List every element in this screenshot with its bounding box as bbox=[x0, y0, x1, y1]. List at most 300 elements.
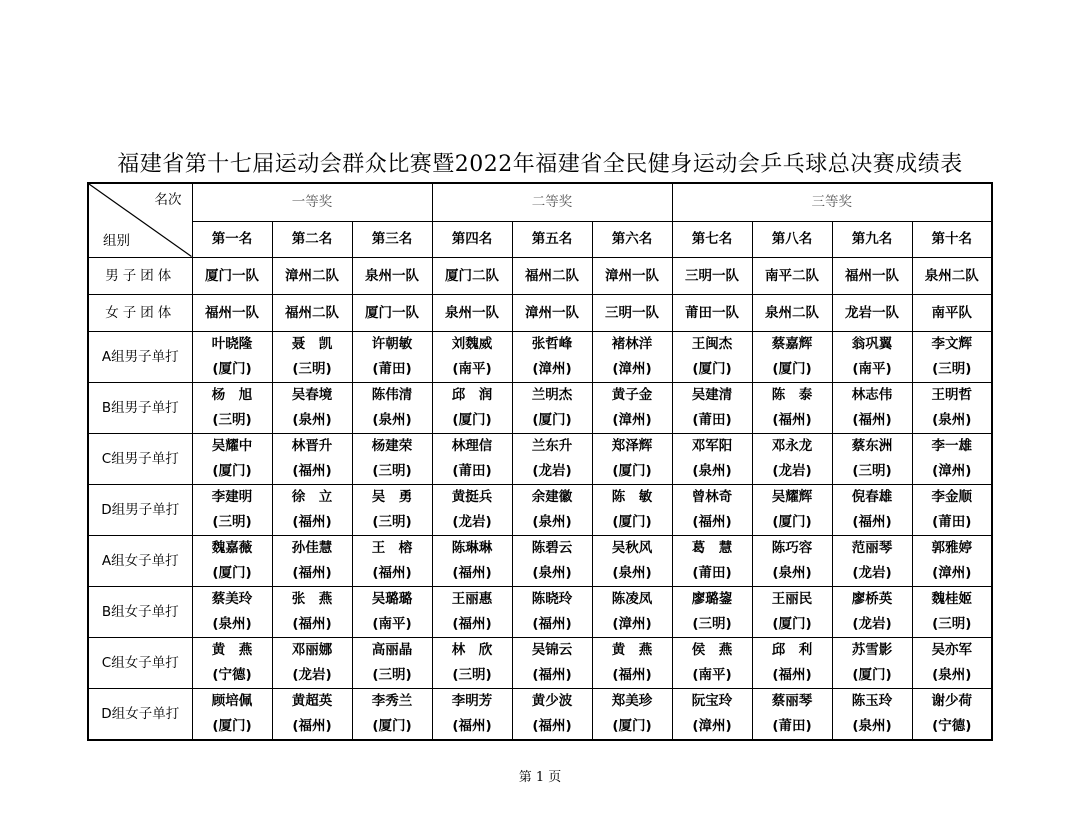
player-city: (泉州) bbox=[932, 666, 972, 683]
player-name: 廖桥英 bbox=[851, 590, 893, 607]
player-result-cell bbox=[832, 433, 912, 484]
player-name: 杨 旭 bbox=[211, 386, 253, 403]
player-name: 李明芳 bbox=[451, 692, 493, 709]
player-city: (龙岩) bbox=[772, 462, 812, 479]
player-name: 陈凌凤 bbox=[611, 590, 653, 607]
player-result-cell bbox=[192, 484, 272, 535]
player-result-cell bbox=[432, 637, 512, 688]
team-result-cell: 三明一队 bbox=[672, 257, 752, 294]
player-city: (福州) bbox=[452, 564, 492, 581]
player-city: (厦门) bbox=[772, 513, 812, 530]
player-name: 吴 勇 bbox=[371, 488, 413, 505]
player-result-cell bbox=[592, 331, 672, 382]
singles-row bbox=[88, 688, 992, 740]
player-result-cell bbox=[272, 637, 352, 688]
group-label: C组女子单打 bbox=[88, 637, 192, 688]
player-city: (三明) bbox=[372, 513, 412, 530]
player-city: (厦门) bbox=[772, 615, 812, 632]
player-result-cell bbox=[752, 382, 832, 433]
page-title: 福建省第十七届运动会群众比赛暨2022年福建省全民健身运动会乒乓球总决赛成绩表 bbox=[117, 152, 963, 177]
player-name: 范丽琴 bbox=[851, 539, 893, 556]
player-name: 林理信 bbox=[451, 437, 493, 454]
player-city: (福州) bbox=[452, 717, 492, 734]
player-result-cell bbox=[912, 382, 992, 433]
player-city: (三明) bbox=[932, 615, 972, 632]
player-city: (福州) bbox=[532, 717, 572, 734]
player-result-cell bbox=[432, 688, 512, 740]
player-name: 陈晓玲 bbox=[531, 590, 573, 607]
player-result-cell bbox=[272, 484, 352, 535]
player-name: 吴璐璐 bbox=[371, 590, 413, 607]
player-result-cell bbox=[352, 688, 432, 740]
player-result-cell bbox=[912, 637, 992, 688]
team-result-cell: 厦门一队 bbox=[192, 257, 272, 294]
player-city: (厦门) bbox=[212, 462, 252, 479]
player-result-cell bbox=[752, 586, 832, 637]
player-result-cell bbox=[352, 535, 432, 586]
player-city: (福州) bbox=[292, 564, 332, 581]
group-label: A组男子单打 bbox=[88, 331, 192, 382]
player-name: 黄 燕 bbox=[611, 641, 653, 658]
player-result-cell bbox=[832, 331, 912, 382]
player-name: 李一雄 bbox=[931, 437, 973, 454]
player-city: (福州) bbox=[532, 666, 572, 683]
team-result-cell: 泉州一队 bbox=[432, 294, 512, 331]
team-result-cell: 漳州一队 bbox=[512, 294, 592, 331]
player-name: 魏嘉薇 bbox=[211, 539, 253, 556]
player-name: 叶晓隆 bbox=[211, 335, 253, 352]
rank-header-cell: 第二名 bbox=[272, 221, 352, 257]
group-label: B组女子单打 bbox=[88, 586, 192, 637]
player-name: 吴耀辉 bbox=[771, 488, 813, 505]
player-city: (厦门) bbox=[612, 513, 652, 530]
player-name: 蔡东洲 bbox=[851, 437, 893, 454]
player-result-cell bbox=[592, 484, 672, 535]
player-result-cell bbox=[592, 535, 672, 586]
player-city: (三明) bbox=[692, 615, 732, 632]
player-city: (厦门) bbox=[212, 360, 252, 377]
player-name: 刘魏威 bbox=[451, 335, 493, 352]
rank-header-cell: 第四名 bbox=[432, 221, 512, 257]
singles-row bbox=[88, 535, 992, 586]
player-result-cell bbox=[592, 433, 672, 484]
team-result-cell: 南平二队 bbox=[752, 257, 832, 294]
player-city: (泉州) bbox=[612, 564, 652, 581]
player-result-cell bbox=[912, 331, 992, 382]
player-result-cell bbox=[752, 637, 832, 688]
player-city: (龙岩) bbox=[532, 462, 572, 479]
player-result-cell bbox=[752, 688, 832, 740]
player-city: (漳州) bbox=[612, 411, 652, 428]
player-city: (莆田) bbox=[372, 360, 412, 377]
player-name: 陈巧容 bbox=[771, 539, 813, 556]
player-result-cell bbox=[592, 637, 672, 688]
player-city: (龙岩) bbox=[292, 666, 332, 683]
player-result-cell bbox=[912, 484, 992, 535]
player-name: 杨建荣 bbox=[371, 437, 413, 454]
player-name: 陈 敏 bbox=[611, 488, 653, 505]
player-name: 吴亦军 bbox=[931, 641, 973, 658]
player-city: (厦门) bbox=[612, 717, 652, 734]
player-result-cell bbox=[672, 586, 752, 637]
player-city: (泉州) bbox=[532, 564, 572, 581]
player-name: 黄超英 bbox=[291, 692, 333, 709]
player-city: (福州) bbox=[452, 615, 492, 632]
rank-header-cell: 第九名 bbox=[832, 221, 912, 257]
player-result-cell bbox=[432, 484, 512, 535]
player-city: (三明) bbox=[212, 411, 252, 428]
player-name: 郑美珍 bbox=[611, 692, 653, 709]
player-name: 陈琳琳 bbox=[451, 539, 493, 556]
player-name: 林 欣 bbox=[451, 641, 493, 658]
player-city: (泉州) bbox=[932, 411, 972, 428]
player-city: (泉州) bbox=[852, 717, 892, 734]
player-result-cell bbox=[432, 331, 512, 382]
player-name: 吴秋风 bbox=[611, 539, 653, 556]
player-city: (宁德) bbox=[932, 717, 972, 734]
player-city: (漳州) bbox=[932, 462, 972, 479]
corner-rank-label: 名次 bbox=[154, 192, 182, 208]
player-city: (三明) bbox=[372, 666, 412, 683]
player-city: (泉州) bbox=[692, 462, 732, 479]
player-result-cell bbox=[912, 535, 992, 586]
player-city: (福州) bbox=[532, 615, 572, 632]
team-result-cell: 福州一队 bbox=[832, 257, 912, 294]
player-name: 郭雅婷 bbox=[931, 539, 973, 556]
player-city: (三明) bbox=[452, 666, 492, 683]
player-name: 王丽惠 bbox=[451, 590, 493, 607]
player-city: (三明) bbox=[292, 360, 332, 377]
tier-first-prize: 一等奖 bbox=[192, 183, 432, 221]
player-city: (福州) bbox=[372, 564, 412, 581]
singles-row bbox=[88, 484, 992, 535]
team-result-cell: 福州一队 bbox=[192, 294, 272, 331]
player-name: 侯 燕 bbox=[691, 641, 733, 658]
player-city: (泉州) bbox=[772, 564, 812, 581]
rank-header-cell: 第五名 bbox=[512, 221, 592, 257]
player-result-cell bbox=[512, 637, 592, 688]
player-name: 邓永龙 bbox=[771, 437, 813, 454]
player-city: (泉州) bbox=[372, 411, 412, 428]
player-name: 李金顺 bbox=[931, 488, 973, 505]
player-result-cell bbox=[832, 484, 912, 535]
player-result-cell bbox=[352, 484, 432, 535]
player-result-cell bbox=[272, 586, 352, 637]
player-result-cell bbox=[192, 688, 272, 740]
player-name: 张哲峰 bbox=[531, 335, 573, 352]
player-name: 曾林奇 bbox=[691, 488, 733, 505]
player-name: 阮宝玲 bbox=[691, 692, 733, 709]
player-result-cell bbox=[352, 586, 432, 637]
player-city: (厦门) bbox=[852, 666, 892, 683]
rank-header-row bbox=[88, 221, 992, 257]
player-city: (泉州) bbox=[212, 615, 252, 632]
player-result-cell bbox=[832, 688, 912, 740]
player-result-cell bbox=[832, 637, 912, 688]
team-result-cell: 泉州二队 bbox=[912, 257, 992, 294]
player-result-cell bbox=[672, 331, 752, 382]
player-city: (福州) bbox=[852, 411, 892, 428]
player-name: 翁巩翼 bbox=[851, 335, 893, 352]
player-city: (莆田) bbox=[452, 462, 492, 479]
player-result-cell bbox=[592, 688, 672, 740]
player-city: (泉州) bbox=[532, 513, 572, 530]
rank-header-cell: 第八名 bbox=[752, 221, 832, 257]
player-name: 蔡嘉辉 bbox=[771, 335, 813, 352]
team-result-cell: 南平队 bbox=[912, 294, 992, 331]
player-result-cell bbox=[512, 331, 592, 382]
player-city: (泉州) bbox=[292, 411, 332, 428]
player-name: 顾培佩 bbox=[211, 692, 253, 709]
player-result-cell bbox=[192, 331, 272, 382]
player-name: 黄少波 bbox=[531, 692, 573, 709]
player-result-cell bbox=[752, 331, 832, 382]
player-city: (三明) bbox=[852, 462, 892, 479]
group-label: B组男子单打 bbox=[88, 382, 192, 433]
player-name: 邱 利 bbox=[771, 641, 813, 658]
player-city: (三明) bbox=[932, 360, 972, 377]
player-name: 李秀兰 bbox=[371, 692, 413, 709]
player-result-cell bbox=[592, 586, 672, 637]
player-city: (龙岩) bbox=[852, 615, 892, 632]
rank-header-cell: 第六名 bbox=[592, 221, 672, 257]
player-city: (福州) bbox=[772, 411, 812, 428]
player-city: (三明) bbox=[212, 513, 252, 530]
player-result-cell bbox=[672, 535, 752, 586]
player-result-cell bbox=[672, 433, 752, 484]
player-name: 吴耀中 bbox=[211, 437, 253, 454]
player-name: 孙佳慧 bbox=[291, 539, 333, 556]
player-name: 邓丽娜 bbox=[291, 641, 333, 658]
player-result-cell bbox=[272, 382, 352, 433]
player-result-cell bbox=[192, 535, 272, 586]
player-name: 魏桂姬 bbox=[931, 590, 973, 607]
group-label: D组男子单打 bbox=[88, 484, 192, 535]
player-name: 林志伟 bbox=[851, 386, 893, 403]
player-name: 郑泽辉 bbox=[611, 437, 653, 454]
player-result-cell bbox=[912, 586, 992, 637]
rank-header-cell: 第一名 bbox=[192, 221, 272, 257]
player-name: 吴春境 bbox=[291, 386, 333, 403]
player-city: (莆田) bbox=[692, 564, 732, 581]
player-name: 徐 立 bbox=[291, 488, 333, 505]
player-city: (莆田) bbox=[692, 411, 732, 428]
player-name: 李建明 bbox=[211, 488, 253, 505]
player-name: 廖璐鋆 bbox=[691, 590, 733, 607]
player-city: (宁德) bbox=[212, 666, 252, 683]
player-city: (福州) bbox=[772, 666, 812, 683]
player-result-cell bbox=[192, 382, 272, 433]
player-name: 黄挺兵 bbox=[451, 488, 493, 505]
team-result-cell: 三明一队 bbox=[592, 294, 672, 331]
player-name: 王明哲 bbox=[931, 386, 973, 403]
player-name: 王 榕 bbox=[371, 539, 413, 556]
player-name: 张 燕 bbox=[291, 590, 333, 607]
player-city: (福州) bbox=[692, 513, 732, 530]
player-name: 谢少荷 bbox=[931, 692, 973, 709]
player-result-cell bbox=[672, 382, 752, 433]
player-result-cell bbox=[352, 331, 432, 382]
player-result-cell bbox=[272, 331, 352, 382]
player-name: 蔡丽琴 bbox=[771, 692, 813, 709]
team-result-cell: 厦门一队 bbox=[352, 294, 432, 331]
player-city: (福州) bbox=[292, 717, 332, 734]
player-city: (漳州) bbox=[692, 717, 732, 734]
player-result-cell bbox=[432, 433, 512, 484]
team-row bbox=[88, 257, 992, 294]
player-result-cell bbox=[512, 586, 592, 637]
player-name: 王丽民 bbox=[771, 590, 813, 607]
player-result-cell bbox=[672, 484, 752, 535]
player-city: (厦门) bbox=[372, 717, 412, 734]
player-result-cell bbox=[272, 688, 352, 740]
player-result-cell bbox=[832, 586, 912, 637]
player-result-cell bbox=[512, 433, 592, 484]
team-result-cell: 龙岩一队 bbox=[832, 294, 912, 331]
player-result-cell bbox=[512, 688, 592, 740]
player-result-cell bbox=[352, 637, 432, 688]
player-name: 余建徽 bbox=[531, 488, 573, 505]
player-city: (福州) bbox=[852, 513, 892, 530]
player-city: (福州) bbox=[292, 513, 332, 530]
player-name: 李文辉 bbox=[931, 335, 973, 352]
tier-second-prize: 二等奖 bbox=[432, 183, 672, 221]
player-result-cell bbox=[192, 586, 272, 637]
player-name: 王闽杰 bbox=[691, 335, 733, 352]
player-name: 高丽晶 bbox=[371, 641, 413, 658]
player-city: (南平) bbox=[452, 360, 492, 377]
rank-header-cell: 第七名 bbox=[672, 221, 752, 257]
player-name: 吴建清 bbox=[691, 386, 733, 403]
team-result-cell: 福州二队 bbox=[512, 257, 592, 294]
tier-header-row bbox=[88, 183, 992, 221]
player-result-cell bbox=[512, 535, 592, 586]
player-city: (三明) bbox=[372, 462, 412, 479]
group-label: C组男子单打 bbox=[88, 433, 192, 484]
player-city: (南平) bbox=[692, 666, 732, 683]
player-result-cell bbox=[432, 535, 512, 586]
player-result-cell bbox=[432, 586, 512, 637]
player-city: (龙岩) bbox=[452, 513, 492, 530]
player-city: (莆田) bbox=[772, 717, 812, 734]
player-name: 黄 燕 bbox=[211, 641, 253, 658]
player-name: 蔡美玲 bbox=[211, 590, 253, 607]
player-name: 许朝敏 bbox=[371, 335, 413, 352]
player-name: 陈碧云 bbox=[531, 539, 573, 556]
tier-third-prize: 三等奖 bbox=[672, 183, 992, 221]
player-city: (漳州) bbox=[612, 360, 652, 377]
team-result-cell: 福州二队 bbox=[272, 294, 352, 331]
team-result-cell: 莆田一队 bbox=[672, 294, 752, 331]
player-result-cell bbox=[752, 535, 832, 586]
team-result-cell: 泉州一队 bbox=[352, 257, 432, 294]
player-name: 林晋升 bbox=[291, 437, 333, 454]
team-result-cell: 漳州一队 bbox=[592, 257, 672, 294]
player-name: 兰明杰 bbox=[531, 386, 573, 403]
player-name: 兰东升 bbox=[531, 437, 573, 454]
player-city: (南平) bbox=[852, 360, 892, 377]
player-result-cell bbox=[832, 535, 912, 586]
player-city: (厦门) bbox=[612, 462, 652, 479]
results-table bbox=[87, 182, 993, 741]
corner-header-cell bbox=[88, 183, 192, 257]
player-name: 陈伟清 bbox=[371, 386, 413, 403]
page-number: 第 1 页 bbox=[518, 770, 562, 785]
player-result-cell bbox=[512, 484, 592, 535]
player-city: (漳州) bbox=[932, 564, 972, 581]
singles-row bbox=[88, 637, 992, 688]
group-label: 女子团体 bbox=[88, 294, 192, 331]
player-result-cell bbox=[432, 382, 512, 433]
player-city: (厦门) bbox=[532, 411, 572, 428]
team-result-cell: 泉州二队 bbox=[752, 294, 832, 331]
player-result-cell bbox=[752, 484, 832, 535]
player-city: (南平) bbox=[372, 615, 412, 632]
player-result-cell bbox=[352, 382, 432, 433]
singles-row bbox=[88, 382, 992, 433]
group-label: D组女子单打 bbox=[88, 688, 192, 740]
player-name: 葛 慧 bbox=[691, 539, 733, 556]
team-result-cell: 厦门二队 bbox=[432, 257, 512, 294]
player-name: 邓军阳 bbox=[691, 437, 733, 454]
player-result-cell bbox=[752, 433, 832, 484]
player-result-cell bbox=[192, 637, 272, 688]
player-name: 邱 润 bbox=[451, 386, 493, 403]
corner-group-label: 组别 bbox=[103, 232, 130, 249]
player-city: (厦门) bbox=[452, 411, 492, 428]
player-city: (福州) bbox=[292, 615, 332, 632]
player-name: 黄子金 bbox=[611, 386, 653, 403]
player-city: (厦门) bbox=[212, 564, 252, 581]
player-result-cell bbox=[832, 382, 912, 433]
player-city: (漳州) bbox=[612, 615, 652, 632]
player-name: 陈玉玲 bbox=[851, 692, 893, 709]
team-result-cell: 漳州二队 bbox=[272, 257, 352, 294]
player-result-cell bbox=[272, 433, 352, 484]
rank-header-cell: 第三名 bbox=[352, 221, 432, 257]
player-result-cell bbox=[272, 535, 352, 586]
player-city: (莆田) bbox=[932, 513, 972, 530]
player-city: (厦门) bbox=[772, 360, 812, 377]
player-result-cell bbox=[672, 688, 752, 740]
player-result-cell bbox=[672, 637, 752, 688]
player-name: 聂 凯 bbox=[291, 335, 333, 352]
player-name: 吴锦云 bbox=[531, 641, 573, 658]
player-city: (龙岩) bbox=[852, 564, 892, 581]
singles-row bbox=[88, 433, 992, 484]
player-result-cell bbox=[592, 382, 672, 433]
player-city: (漳州) bbox=[532, 360, 572, 377]
group-label: A组女子单打 bbox=[88, 535, 192, 586]
group-label: 男子团体 bbox=[88, 257, 192, 294]
singles-row bbox=[88, 586, 992, 637]
team-row bbox=[88, 294, 992, 331]
player-name: 褚林洋 bbox=[611, 335, 653, 352]
player-result-cell bbox=[512, 382, 592, 433]
player-result-cell bbox=[912, 433, 992, 484]
player-result-cell bbox=[192, 433, 272, 484]
player-city: (厦门) bbox=[692, 360, 732, 377]
player-city: (福州) bbox=[292, 462, 332, 479]
player-result-cell bbox=[912, 688, 992, 740]
player-city: (厦门) bbox=[212, 717, 252, 734]
player-city: (福州) bbox=[612, 666, 652, 683]
player-name: 倪春雄 bbox=[851, 488, 893, 505]
player-result-cell bbox=[352, 433, 432, 484]
rank-header-cell: 第十名 bbox=[912, 221, 992, 257]
player-name: 陈 泰 bbox=[771, 386, 813, 403]
singles-row bbox=[88, 331, 992, 382]
